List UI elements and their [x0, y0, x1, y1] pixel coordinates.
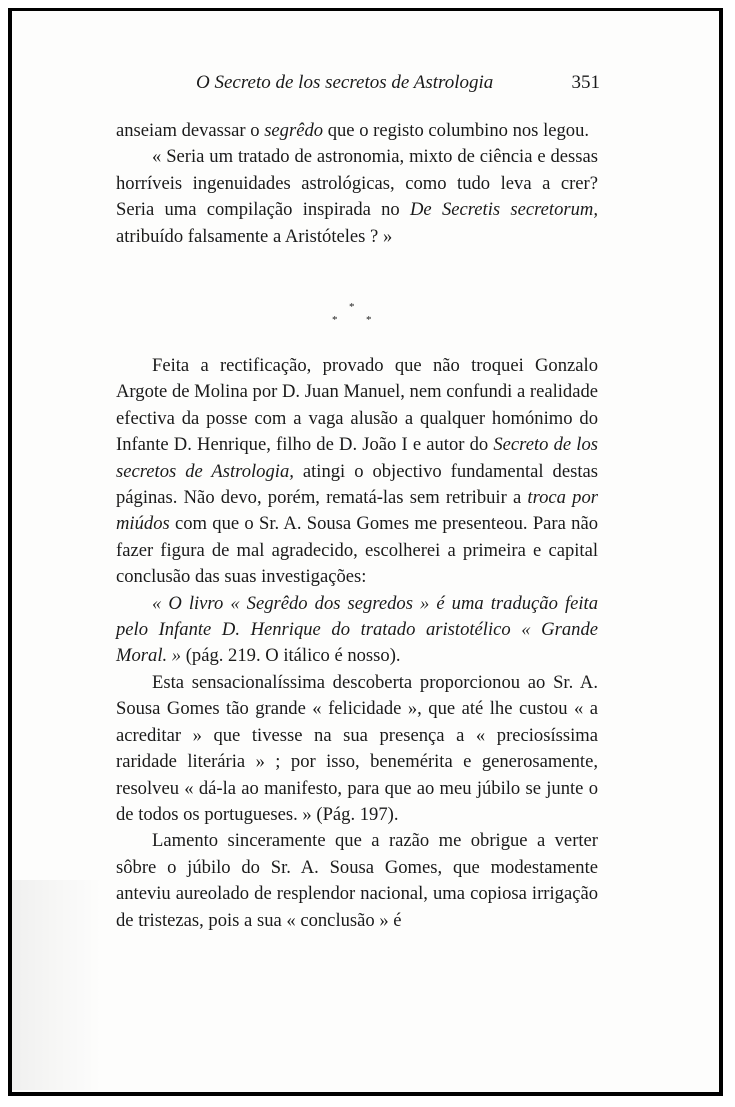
- paragraph-continuation: [116, 118, 598, 144]
- text-block-main: [116, 353, 598, 934]
- italic-quotation: « O livro « Segrêdo dos segredos » é uma tradução feita pelo Infante D. Henrique do tratado aristotélico « Grande Moral. »: [116, 592, 598, 667]
- italic-term: troca por miúdos: [116, 487, 598, 535]
- italic-title: Secreto de los secretos de Astrologia,: [116, 434, 599, 482]
- italic-term: segrêdo: [264, 120, 324, 141]
- running-title: O Secreto de los secretos de Astrologia: [196, 72, 494, 93]
- paragraph-text: Feita a rectificação, provado que não troquei Gonzalo Argote de Molina por D. Juan Manuel, nem confundi a realidade efectiva da posse com a vaga alusão a qualquer homónimo do Infante D. Henrique, filho de D. João I e autor do: [116, 355, 598, 456]
- running-header: [116, 72, 600, 102]
- scan-shadow: [12, 880, 102, 1090]
- asterism-star: *: [332, 314, 338, 326]
- paragraph-discovery: Esta sensacionalíssima descoberta proporcionou ao Sr. A. Sousa Gomes tão grande « felicidade », que até lhe custou « a acreditar » que tivesse na sua presença a « preciosíssima raridade literária » ; por isso, benemérita e generosamente, resolveu « dá-la ao manifesto, para que ao meu júbilo se junte o de todos os portugueses. » (Pág. 197).: [116, 671, 598, 825]
- paragraph-text: (pág. 219. O itálico é nosso).: [181, 645, 401, 667]
- paragraph-quote: [116, 144, 598, 250]
- paragraph-text: anseiam devassar o: [116, 120, 265, 141]
- text-block-top: [116, 118, 598, 250]
- paragraph-lament: Lamento sinceramente que a razão me obrigue a verter sôbre o júbilo do Sr. A. Sousa Gomes, que modestamente anteviu aureolado de resplendor nacional, uma copiosa irrigação de tristezas, pois a sua « conclusão » é: [116, 830, 598, 931]
- paragraph-text: « Seria um tratado de astronomia, mixto de ciência e dessas horríveis ingenuidades astrológicas, como tudo leva a crer? Seria uma compilação inspirada no: [116, 146, 598, 221]
- paragraph-citation: [116, 591, 598, 670]
- italic-title: De Secretis secretorum,: [410, 199, 598, 221]
- asterism-separator: [320, 300, 390, 334]
- asterism-star: *: [349, 301, 355, 313]
- paragraph-text: atribuído falsamente a Aristóteles ? »: [116, 225, 393, 247]
- paragraph-rectification: [116, 353, 598, 591]
- paragraph-text: com que o Sr. A. Sousa Gomes me presenteou. Para não fazer figura de mal agradecido, escolherei a primeira e capital conclusão das suas investigações:: [116, 513, 598, 588]
- asterism-star: *: [366, 314, 372, 326]
- paragraph-text: atingi o objectivo fundamental destas páginas. Não devo, porém, rematá-las sem retribuir a: [116, 460, 598, 509]
- paragraph-text: que o registo columbino nos legou.: [323, 120, 590, 141]
- page-number: 351: [571, 72, 600, 93]
